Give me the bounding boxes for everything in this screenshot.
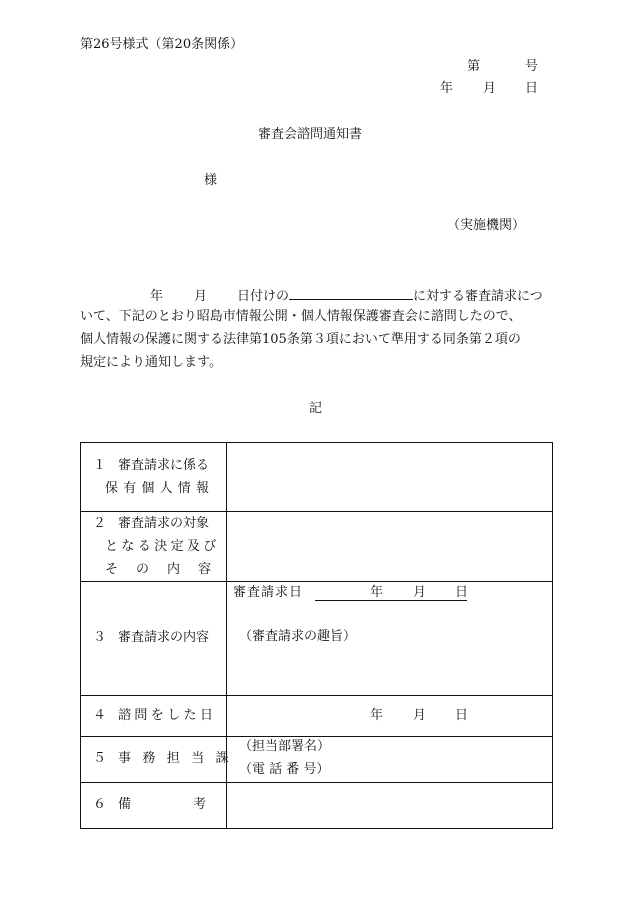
- table-row: [81, 512, 553, 582]
- request-date-month: 月: [413, 585, 427, 600]
- table-row: [81, 443, 553, 512]
- row-6-label: 備考: [118, 797, 269, 812]
- row-2-num: ２: [93, 516, 107, 531]
- sender-label: （実施機関）: [447, 218, 526, 233]
- row-1-label-cell: [81, 443, 227, 512]
- subject-blank: [289, 286, 413, 300]
- row-2-label-cell: [81, 512, 230, 582]
- items-table: [80, 442, 553, 829]
- row-2-value-cell[interactable]: [227, 512, 553, 582]
- table-row: [81, 783, 553, 829]
- body-line-2: いて、下記のとおり昭島市情報公開・個人情報保護審査会に諮問したので、: [80, 309, 522, 324]
- row-4-num: ４: [93, 708, 107, 723]
- request-date-year: 年: [370, 585, 384, 600]
- row-4-value-cell[interactable]: [227, 696, 553, 737]
- number-suffix: 号: [525, 59, 539, 74]
- row-1-label-line-2: 保有個人情報: [105, 481, 215, 496]
- row-2-label-line-2: となる決定及び: [105, 539, 220, 554]
- request-purport: （審査請求の趣旨）: [239, 629, 357, 644]
- table-row: [81, 737, 553, 783]
- body-year: 年: [150, 289, 164, 304]
- row-1-num: １: [93, 458, 107, 473]
- row-2-label-line-3: その内容: [105, 562, 230, 577]
- document-title: 審査会諮問通知書: [258, 127, 363, 142]
- request-date-label: 審査請求日: [233, 585, 304, 600]
- row-1-label-line-1: 審査請求に係る: [118, 458, 210, 473]
- body-dated: 日付けの: [237, 289, 290, 304]
- ki-heading: 記: [309, 401, 323, 416]
- row-4-label: 諮問をした日: [118, 708, 217, 723]
- row-3-num: ３: [93, 630, 107, 645]
- table-row: [81, 696, 553, 737]
- body-line-1: [80, 286, 543, 305]
- row-5-value-cell[interactable]: [227, 737, 553, 783]
- row-1-value-cell[interactable]: [227, 443, 553, 512]
- body-month: 月: [194, 289, 208, 304]
- contact-dept: （担当部署名）: [239, 739, 331, 754]
- row-5-num: ５: [93, 751, 107, 766]
- row-3-value-cell[interactable]: [227, 582, 553, 696]
- row-4-label-cell: [81, 696, 227, 737]
- row-6-label-cell: [81, 783, 269, 829]
- header-date-year: 年: [440, 81, 454, 96]
- inquiry-date-year: 年: [370, 708, 384, 723]
- row-2-label-line-1: 審査請求の対象: [118, 516, 210, 531]
- inquiry-date-day: 日: [455, 708, 469, 723]
- row-3-label: 審査請求の内容: [118, 630, 210, 645]
- header-date-day: 日: [525, 81, 539, 96]
- body-line1-rest: に対する審査請求につ: [413, 289, 543, 304]
- row-3-label-cell: [81, 582, 227, 696]
- request-date-underline: [315, 585, 467, 601]
- recipient-suffix: 様: [204, 173, 218, 188]
- request-date-day: 日: [455, 585, 469, 600]
- body-line-3: 個人情報の保護に関する法律第105条第３項において準用する同条第２項の: [80, 332, 521, 347]
- contact-phone: （電 話 番 号）: [239, 762, 330, 777]
- row-5-label-cell: [81, 737, 241, 783]
- row-6-num: ６: [93, 797, 107, 812]
- row-5-label: 事務担当課: [118, 751, 241, 766]
- inquiry-date-month: 月: [413, 708, 427, 723]
- form-number: 第26号様式（第20条関係）: [80, 37, 244, 52]
- row-6-value-cell[interactable]: [227, 783, 553, 829]
- number-prefix: 第: [467, 59, 481, 74]
- body-line-4: 規定により通知します。: [80, 355, 222, 370]
- table-row: [81, 582, 553, 696]
- header-date-month: 月: [483, 81, 497, 96]
